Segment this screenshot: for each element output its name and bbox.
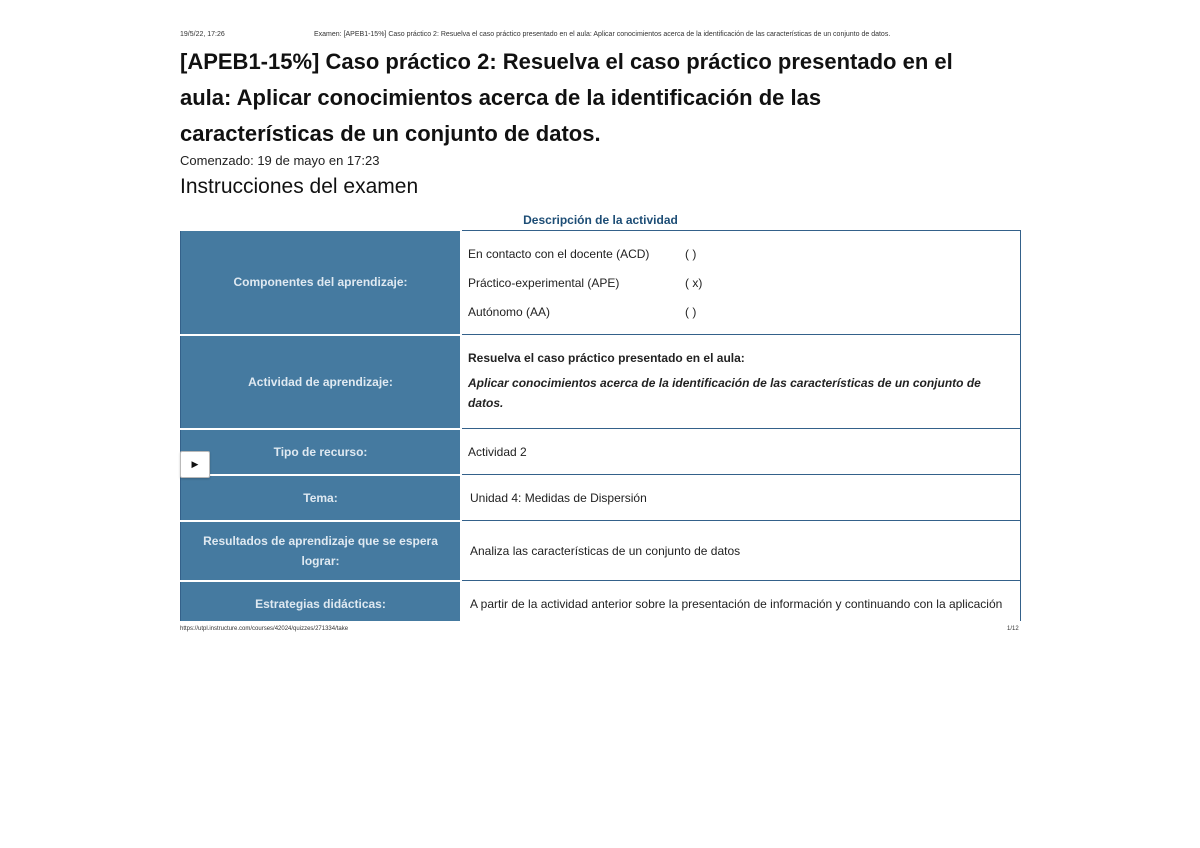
option-mark: ( ): [685, 304, 697, 319]
option-mark: ( ): [685, 246, 697, 261]
option-ape: [468, 268, 1014, 297]
page-number: 1/12: [1007, 626, 1019, 632]
print-date: 19/5/22, 17:26: [180, 31, 225, 38]
page-title: [180, 44, 1020, 152]
option-name: Autónomo (AA): [468, 304, 551, 319]
resultados-value: Analiza las características de un conjunto de datos: [461, 521, 1021, 581]
componentes-label: Componentes del aprendizaje:: [181, 231, 462, 335]
play-icon[interactable]: ▶: [180, 451, 210, 478]
table-row: [181, 475, 1021, 521]
print-header-title: Examen: [APEB1-15%] Caso práctico 2: Resuelva el caso práctico presentado en el aula: Aplicar conocimientos acerca de la identificación de las características de un conjunto de datos.: [314, 31, 891, 38]
option-name: Práctico-experimental (APE): [468, 275, 620, 290]
option-name: En contacto con el docente (ACD): [468, 246, 650, 261]
instructions-heading: Instrucciones del examen: [180, 175, 419, 198]
actividad-label: Actividad de aprendizaje:: [181, 335, 462, 429]
table-row: [181, 429, 1021, 475]
footer-url: https://utpl.instructure.com/courses/42024/quizzes/271334/take: [180, 626, 349, 632]
table-row: [181, 581, 1021, 622]
started-timestamp: Comenzado: 19 de mayo en 17:23: [180, 153, 380, 168]
option-mark: ( x): [685, 275, 703, 290]
table-row: [181, 231, 1021, 335]
table-row: [181, 521, 1021, 581]
estrategias-label: Estrategias didácticas:: [181, 581, 462, 622]
actividad-value: [461, 335, 1021, 429]
actividad-line-1: Resuelva el caso práctico presentado en el aula:: [468, 350, 745, 365]
tema-label: Tema:: [181, 475, 462, 521]
option-aa: [468, 297, 1014, 326]
table-caption: Descripción de la actividad: [523, 213, 678, 227]
page-title-line-2: aula: Aplicar conocimientos acerca de la identificación de las: [180, 85, 822, 110]
estrategias-value: A partir de la actividad anterior sobre la presentación de información y continuando con la aplicación: [461, 581, 1021, 622]
actividad-line-2: Aplicar conocimientos acerca de la identificación de las características de un conjunto de datos.: [468, 375, 981, 410]
tema-value: Unidad 4: Medidas de Dispersión: [461, 475, 1021, 521]
activity-table: [180, 230, 1021, 621]
resultados-label: Resultados de aprendizaje que se espera lograr:: [181, 521, 462, 581]
page-title-line-1: [APEB1-15%] Caso práctico 2: Resuelva el caso práctico presentado en el: [180, 49, 953, 74]
tipo-value: Actividad 2: [461, 429, 1021, 475]
table-row: [181, 335, 1021, 429]
option-acd: [468, 239, 1014, 268]
tipo-label: Tipo de recurso:: [181, 429, 462, 475]
componentes-value: [461, 231, 1021, 335]
page-title-line-3: características de un conjunto de datos.: [180, 121, 601, 146]
